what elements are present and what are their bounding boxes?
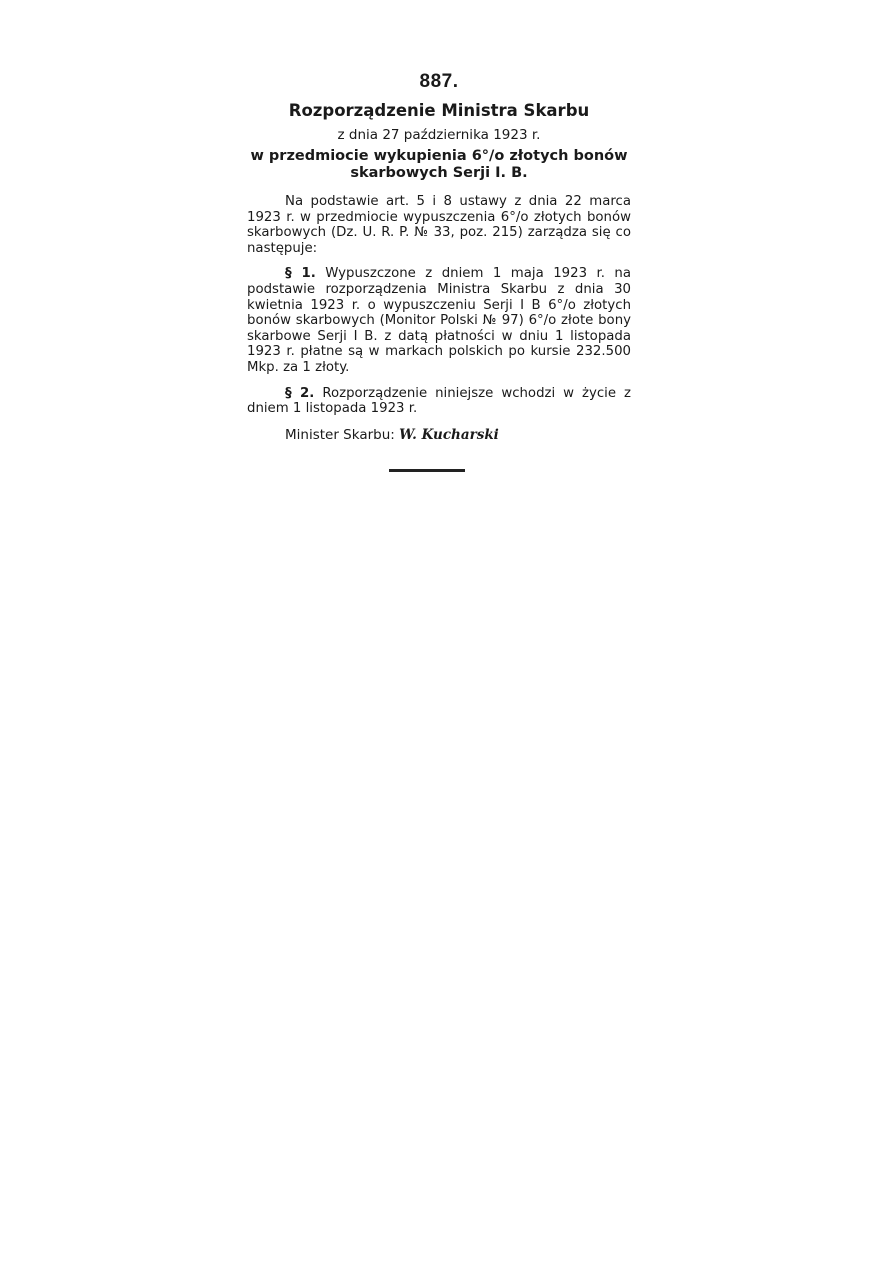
document-date: z dnia 27 października 1923 r.	[337, 127, 541, 143]
section-2-label: § 2.	[285, 385, 315, 401]
closing-divider	[389, 469, 465, 472]
preamble-paragraph: Na podstawie art. 5 i 8 ustawy z dnia 22 marca 1923 r. w przedmiocie wypuszczenia 6°/o złotych bonów skarbowych (Dz. U. R. P. № 33, poz. 215) zarządza się co następuje:	[247, 194, 631, 256]
section-1-paragraph	[247, 266, 631, 375]
document-page	[247, 70, 631, 472]
section-1-label: § 1.	[285, 266, 316, 282]
section-1-text: Wypuszczone z dniem 1 maja 1923 r. na podstawie rozporządzenia Ministra Skarbu z dnia 30 kwietnia 1923 r. o wypuszczeniu Serji I B 6°/o złotych bonów skarbowych (Monitor Polski № 97) 6°/o złote bony skarbowe Serji I B. z datą płatności w dniu 1 listopada 1923 r. płatne są w markach polskich po kursie 232.500 Mkp. za 1 złoty.	[247, 266, 631, 375]
signature-name: W. Kucharski	[399, 426, 499, 443]
section-2-paragraph	[247, 386, 631, 417]
section-2-text: Rozporządzenie niniejsze wchodzi w życie z dniem 1 listopada 1923 r.	[247, 385, 631, 417]
signature-line	[247, 427, 631, 443]
document-title: Rozporządzenie Ministra Skarbu	[288, 101, 590, 120]
document-subject: w przedmiocie wykupienia 6°/o złotych bonów skarbowych Serji I. B.	[250, 148, 628, 181]
document-number: 887.	[419, 71, 459, 92]
signature-label: Minister Skarbu:	[285, 426, 395, 443]
